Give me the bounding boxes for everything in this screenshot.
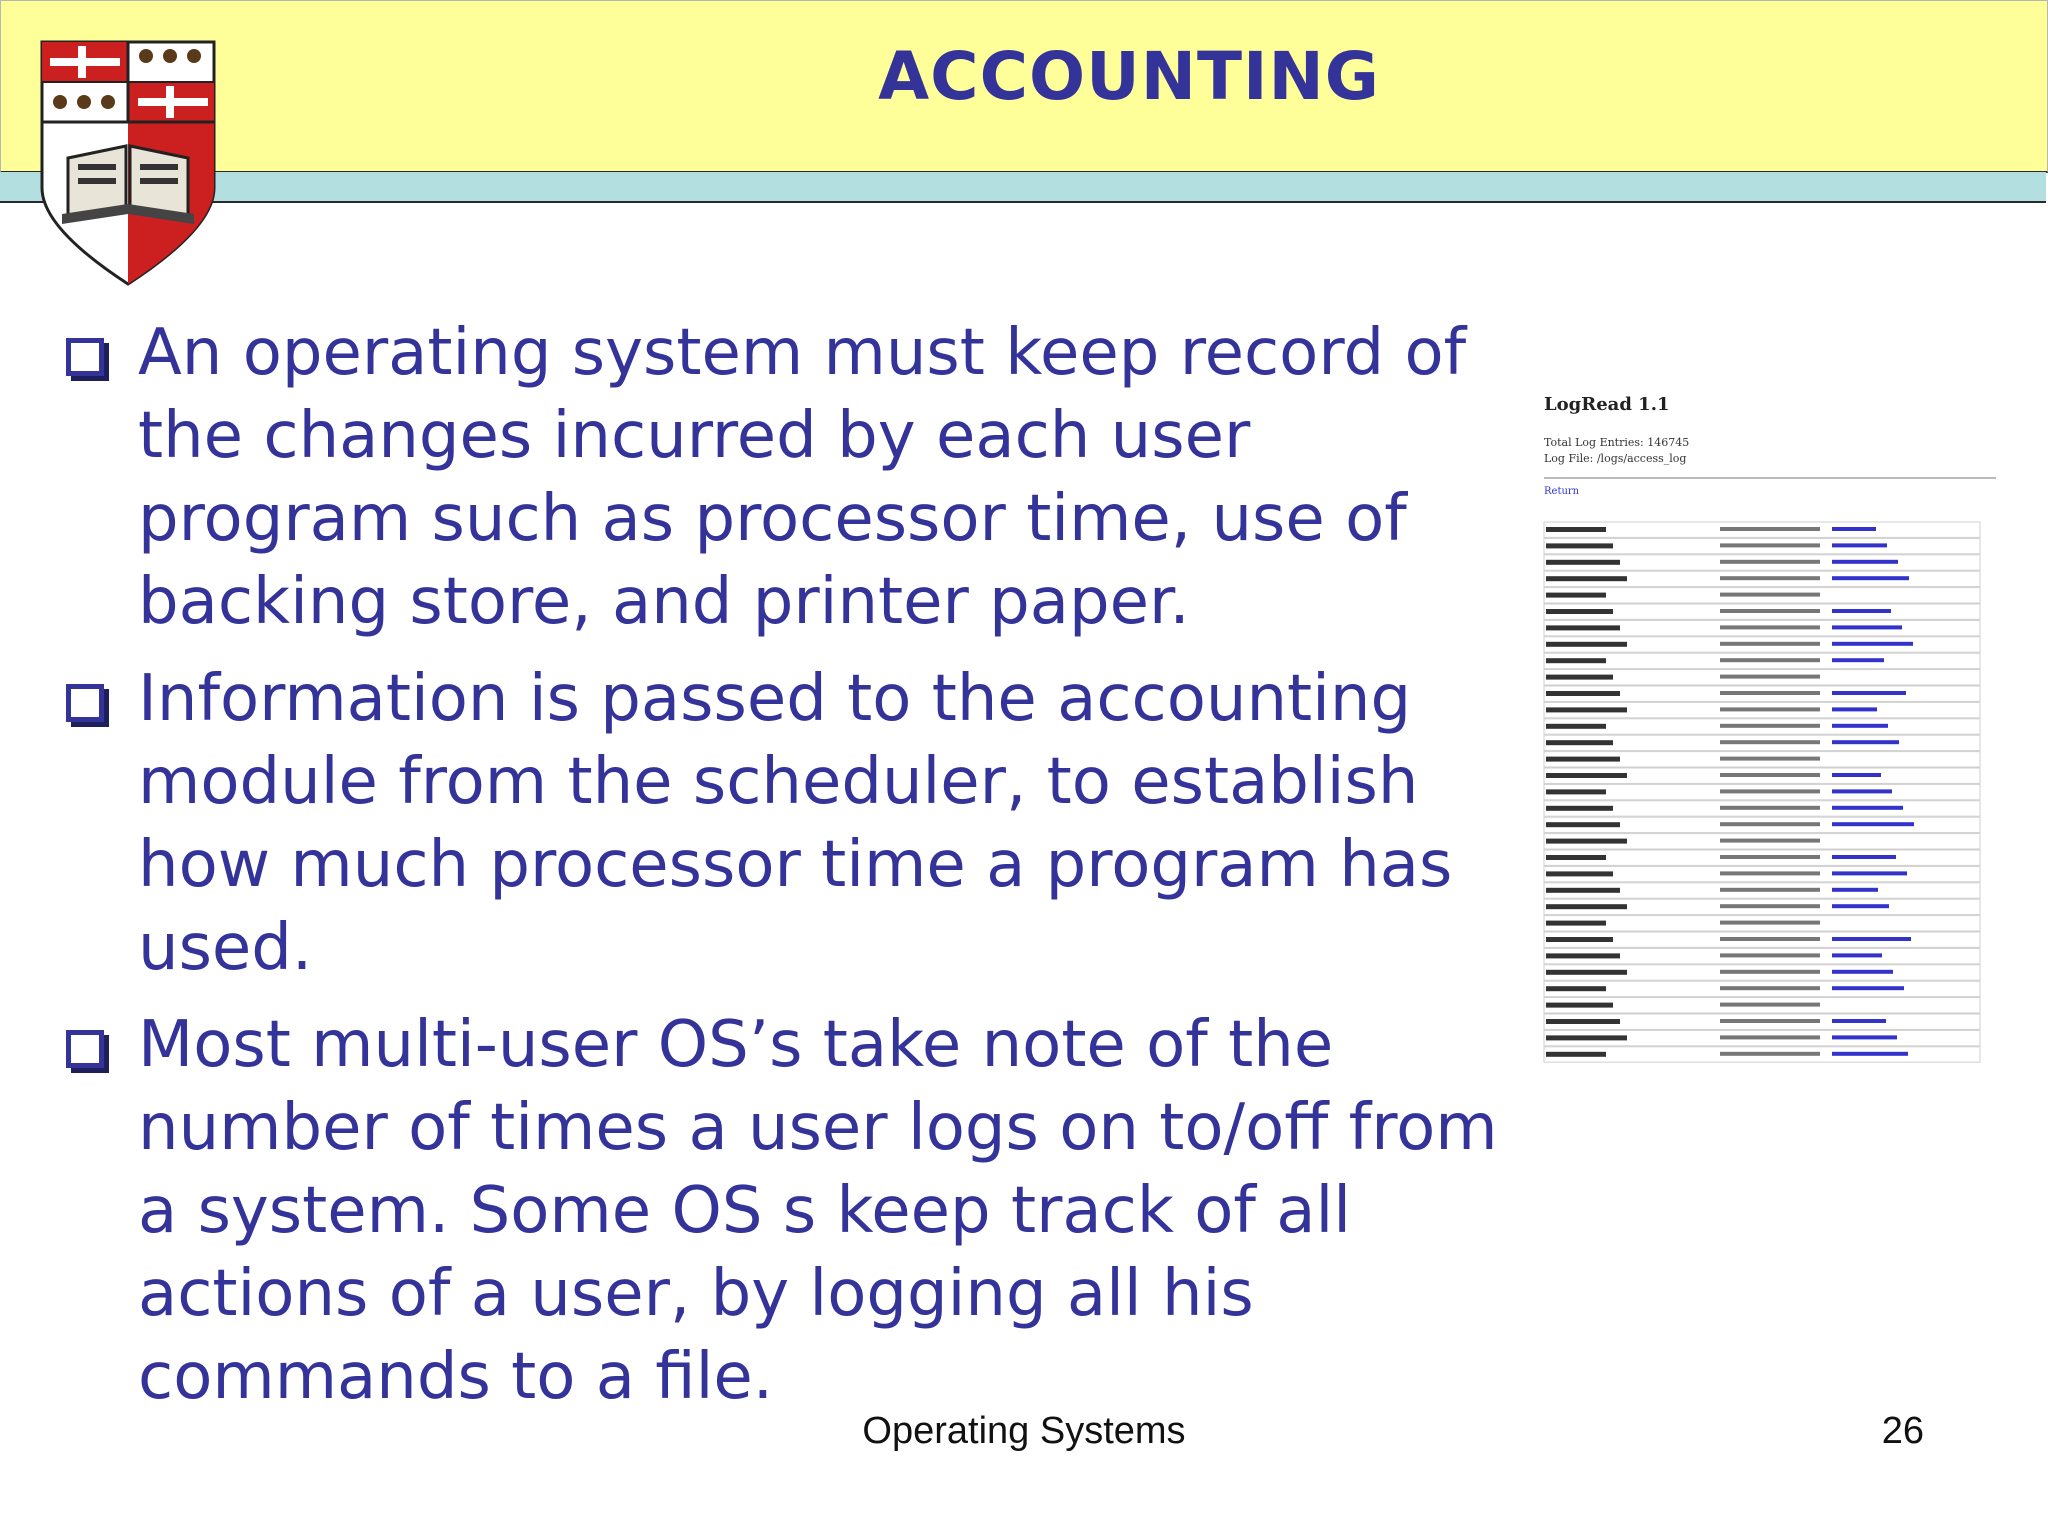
bullet-text: Most multi-user OS’s take note of the number of times a user logs on to/off from a system. Some OS s keep track of all actions of a user, by logging all his commands to a file. [138,1008,1498,1414]
checkbox-bullet-icon [66,1030,104,1068]
university-crest-icon [38,38,218,288]
logread-stats-line: Total Log Entries: 146745 [1544,436,1690,449]
logread-file-line: Log File: /logs/access_log [1544,452,1687,465]
logread-return-link: Return [1544,486,1580,497]
bullet-text: An operating system must keep record of the changes incurred by each user program such as processor time, use of backing store, and printer paper. [138,316,1467,639]
logread-screenshot-image [1540,380,2000,1080]
title-underline-band [0,172,2046,203]
checkbox-bullet-icon [66,338,104,376]
slide-title: ACCOUNTING [878,38,1380,115]
bullet-text: Information is passed to the accounting module from the scheduler, to establish how much processor time a program has used. [138,662,1453,985]
bullet-list [60,312,1500,1433]
bullet-item [60,312,1500,644]
bullet-item [60,1004,1500,1419]
checkbox-bullet-icon [66,684,104,722]
page-number: 26 [1881,1410,1924,1452]
bullet-item [60,658,1500,990]
footer-course-name: Operating Systems [862,1410,1186,1452]
logread-heading: LogRead 1.1 [1544,394,1670,415]
